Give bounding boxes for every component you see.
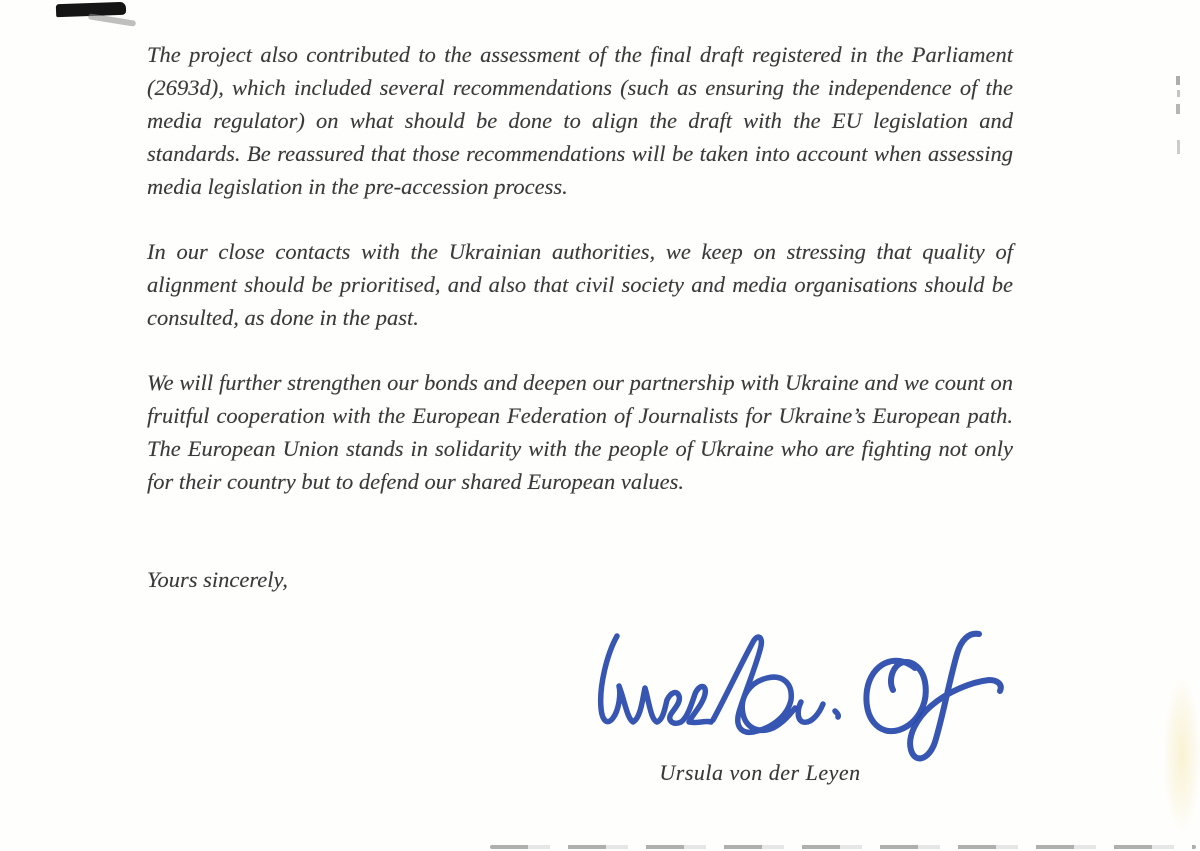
signature-name: Ursula von der Leyen: [659, 760, 861, 785]
signature-stroke-loop: [713, 637, 795, 732]
closing-salutation: Yours sincerely,: [147, 567, 288, 592]
handwritten-signature: [595, 630, 1010, 765]
scan-artifact-bottom-line: [490, 845, 1196, 849]
paragraph-partnership: We will further strengthen our bonds and deepen our partnership with Ukraine and we count on fruitful cooperation with the European Federation of Journalists for Ukraine’s European path. The European Union stands in solidarity with the people of Ukraine who are fighting not only for their country but to defend our shared European values.: [147, 370, 1013, 494]
signature-stroke-initials: [601, 636, 711, 723]
scan-artifact-yellow-smudge: [1164, 680, 1200, 830]
scan-artifact-right-edge-marks: [1176, 72, 1181, 162]
scan-artifact-topleft-streak: [88, 13, 136, 26]
paragraph-assessment: The project also contributed to the assessment of the final draft registered in the Parliament (2693d), which included several recommendations (such as ensuring the independence of the media regulator) on what should be done to align the draft with the EU legislation and standards. Be reassured that those recommendations will be taken into account when assessing media legislation in the pre-accession process.: [147, 42, 1013, 199]
signature-stroke-connector: [798, 702, 838, 722]
letter-body: [147, 38, 1013, 596]
paragraph-contacts: In our close contacts with the Ukrainian authorities, we keep on stressing that quality of alignment should be prioritised, and also that civil society and media organisations should be consulted, as done in the past.: [147, 239, 1013, 330]
